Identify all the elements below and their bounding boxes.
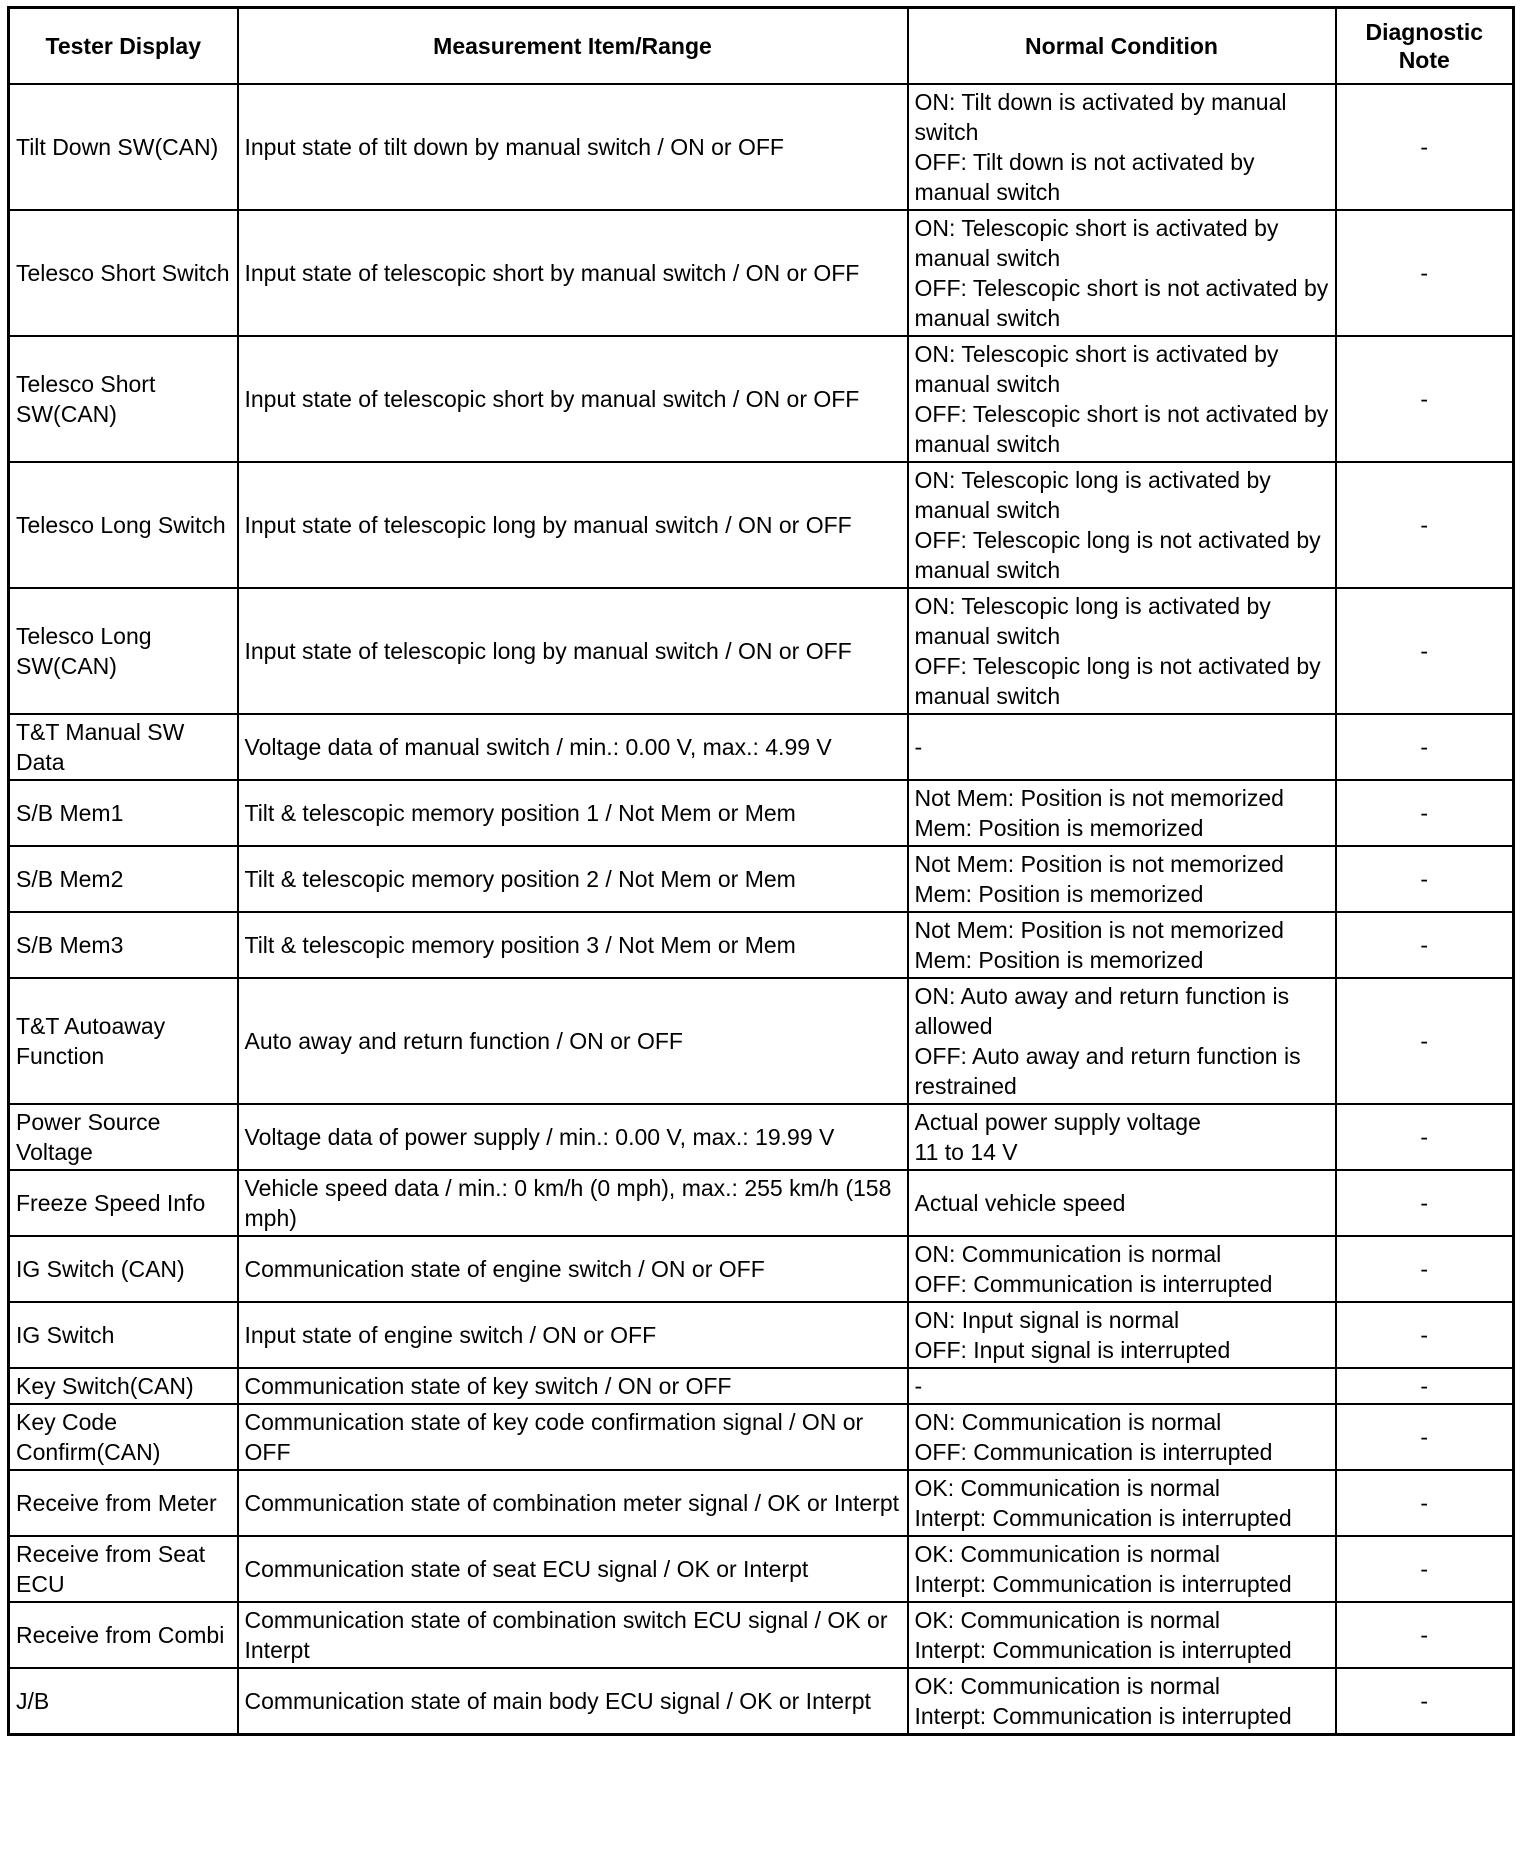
normal-condition-line: 11 to 14 V — [914, 1139, 1018, 1165]
tester-display-cell: T&T Autoaway Function — [9, 978, 238, 1104]
header-row — [9, 8, 1514, 85]
tester-display-cell: T&T Manual SW Data — [9, 714, 238, 780]
normal-condition-line: - — [914, 1373, 923, 1399]
tester-display-cell: Receive from Combi — [9, 1602, 238, 1668]
normal-condition-line: ON: Telescopic short is activated by manual switch — [914, 215, 1279, 271]
normal-condition-line: Not Mem: Position is not memorized — [914, 917, 1284, 943]
measurement-item-cell: Communication state of main body ECU signal / OK or Interpt — [238, 1668, 908, 1735]
measurement-item-cell: Input state of telescopic short by manual switch / ON or OFF — [238, 336, 908, 462]
diagnostic-note-cell: - — [1336, 1404, 1514, 1470]
tester-display-cell: Key Switch(CAN) — [9, 1368, 238, 1404]
tester-display-cell: Receive from Seat ECU — [9, 1536, 238, 1602]
diagnostic-note-cell: - — [1336, 978, 1514, 1104]
normal-condition-cell — [908, 84, 1336, 210]
normal-condition-cell — [908, 1404, 1336, 1470]
measurement-item-cell: Communication state of seat ECU signal / OK or Interpt — [238, 1536, 908, 1602]
normal-condition-line: ON: Telescopic long is activated by manual switch — [914, 593, 1271, 649]
normal-condition-line: OFF: Tilt down is not activated by manual switch — [914, 149, 1255, 205]
table-row — [9, 714, 1514, 780]
normal-condition-cell — [908, 1104, 1336, 1170]
normal-condition-cell — [908, 462, 1336, 588]
normal-condition-line: Interpt: Communication is interrupted — [914, 1571, 1292, 1597]
normal-condition-line: OFF: Auto away and return function is restrained — [914, 1043, 1301, 1099]
diagnostic-note-cell: - — [1336, 1470, 1514, 1536]
normal-condition-cell — [908, 1368, 1336, 1404]
tester-display-cell: Key Code Confirm(CAN) — [9, 1404, 238, 1470]
normal-condition-line: Not Mem: Position is not memorized — [914, 851, 1284, 877]
tester-display-cell: S/B Mem3 — [9, 912, 238, 978]
normal-condition-cell — [908, 846, 1336, 912]
tester-display-cell: S/B Mem1 — [9, 780, 238, 846]
diagnostic-note-cell: - — [1336, 84, 1514, 210]
table-row — [9, 1368, 1514, 1404]
diagnostic-note-cell: - — [1336, 1668, 1514, 1735]
table-row — [9, 1668, 1514, 1735]
table-row — [9, 1302, 1514, 1368]
table-row — [9, 210, 1514, 336]
normal-condition-line: OFF: Telescopic short is not activated by manual switch — [914, 401, 1329, 457]
normal-condition-line: OK: Communication is normal — [914, 1607, 1220, 1633]
normal-condition-cell — [908, 1668, 1336, 1735]
measurement-item-cell: Tilt & telescopic memory position 3 / Not Mem or Mem — [238, 912, 908, 978]
normal-condition-line: ON: Communication is normal — [914, 1409, 1222, 1435]
table-row — [9, 336, 1514, 462]
normal-condition-line: OFF: Telescopic long is not activated by manual switch — [914, 653, 1321, 709]
header-tester-display: Tester Display — [9, 8, 238, 85]
diagnostic-note-cell: - — [1336, 210, 1514, 336]
diagnostic-note-cell: - — [1336, 714, 1514, 780]
table-row — [9, 846, 1514, 912]
normal-condition-line: Interpt: Communication is interrupted — [914, 1505, 1292, 1531]
table-header — [9, 8, 1514, 85]
normal-condition-cell — [908, 210, 1336, 336]
diagnostic-note-cell: - — [1336, 846, 1514, 912]
table-row — [9, 1602, 1514, 1668]
table-body — [9, 84, 1514, 1735]
tester-display-cell: Freeze Speed Info — [9, 1170, 238, 1236]
diagnostic-note-cell: - — [1336, 1536, 1514, 1602]
normal-condition-line: OK: Communication is normal — [914, 1475, 1220, 1501]
table-row — [9, 1104, 1514, 1170]
measurement-item-cell: Communication state of engine switch / ON or OFF — [238, 1236, 908, 1302]
measurement-item-cell: Input state of telescopic short by manual switch / ON or OFF — [238, 210, 908, 336]
normal-condition-line: ON: Tilt down is activated by manual switch — [914, 89, 1287, 145]
tester-display-cell: Telesco Short Switch — [9, 210, 238, 336]
normal-condition-cell — [908, 714, 1336, 780]
normal-condition-line: Interpt: Communication is interrupted — [914, 1637, 1292, 1663]
measurement-item-cell: Input state of tilt down by manual switch / ON or OFF — [238, 84, 908, 210]
tester-display-cell: S/B Mem2 — [9, 846, 238, 912]
diagnostic-note-cell: - — [1336, 1602, 1514, 1668]
normal-condition-line: Actual vehicle speed — [914, 1190, 1126, 1216]
normal-condition-cell — [908, 1236, 1336, 1302]
diagnostic-data-table — [7, 6, 1515, 1736]
diagnostic-note-cell: - — [1336, 462, 1514, 588]
measurement-item-cell: Input state of engine switch / ON or OFF — [238, 1302, 908, 1368]
tester-display-cell: Telesco Long SW(CAN) — [9, 588, 238, 714]
tester-display-cell: J/B — [9, 1668, 238, 1735]
header-measurement-item: Measurement Item/Range — [238, 8, 908, 85]
diagnostic-note-cell: - — [1336, 1170, 1514, 1236]
normal-condition-line: ON: Communication is normal — [914, 1241, 1222, 1267]
table-row — [9, 588, 1514, 714]
normal-condition-cell — [908, 912, 1336, 978]
normal-condition-line: OFF: Telescopic short is not activated by manual switch — [914, 275, 1329, 331]
normal-condition-line: - — [914, 734, 923, 760]
measurement-item-cell: Tilt & telescopic memory position 1 / Not Mem or Mem — [238, 780, 908, 846]
diagnostic-note-cell: - — [1336, 1236, 1514, 1302]
measurement-item-cell: Input state of telescopic long by manual switch / ON or OFF — [238, 588, 908, 714]
normal-condition-line: ON: Telescopic short is activated by manual switch — [914, 341, 1279, 397]
diagnostic-note-cell: - — [1336, 780, 1514, 846]
diagnostic-note-cell: - — [1336, 336, 1514, 462]
header-normal-condition: Normal Condition — [908, 8, 1336, 85]
normal-condition-line: OK: Communication is normal — [914, 1673, 1220, 1699]
normal-condition-cell — [908, 978, 1336, 1104]
tester-display-cell: IG Switch (CAN) — [9, 1236, 238, 1302]
diagnostic-note-cell: - — [1336, 1368, 1514, 1404]
measurement-item-cell: Voltage data of manual switch / min.: 0.00 V, max.: 4.99 V — [238, 714, 908, 780]
table-row — [9, 1536, 1514, 1602]
table-row — [9, 1170, 1514, 1236]
normal-condition-line: OFF: Telescopic long is not activated by manual switch — [914, 527, 1321, 583]
table-row — [9, 1236, 1514, 1302]
normal-condition-line: OFF: Communication is interrupted — [914, 1439, 1273, 1465]
measurement-item-cell: Communication state of combination switch ECU signal / OK or Interpt — [238, 1602, 908, 1668]
normal-condition-cell — [908, 1170, 1336, 1236]
normal-condition-cell — [908, 588, 1336, 714]
normal-condition-line: ON: Telescopic long is activated by manual switch — [914, 467, 1271, 523]
diagnostic-note-cell: - — [1336, 588, 1514, 714]
tester-display-cell: IG Switch — [9, 1302, 238, 1368]
table-row — [9, 912, 1514, 978]
normal-condition-cell — [908, 1536, 1336, 1602]
measurement-item-cell: Communication state of combination meter signal / OK or Interpt — [238, 1470, 908, 1536]
normal-condition-cell — [908, 1602, 1336, 1668]
normal-condition-cell — [908, 336, 1336, 462]
normal-condition-line: OFF: Communication is interrupted — [914, 1271, 1273, 1297]
diagnostic-note-cell: - — [1336, 1302, 1514, 1368]
diagnostic-note-cell: - — [1336, 1104, 1514, 1170]
measurement-item-cell: Communication state of key code confirmation signal / ON or OFF — [238, 1404, 908, 1470]
normal-condition-line: Mem: Position is memorized — [914, 947, 1204, 973]
normal-condition-line: Mem: Position is memorized — [914, 815, 1204, 841]
tester-display-cell: Receive from Meter — [9, 1470, 238, 1536]
table-row — [9, 84, 1514, 210]
table-row — [9, 1404, 1514, 1470]
measurement-item-cell: Voltage data of power supply / min.: 0.00 V, max.: 19.99 V — [238, 1104, 908, 1170]
measurement-item-cell: Communication state of key switch / ON or OFF — [238, 1368, 908, 1404]
tester-display-cell: Telesco Short SW(CAN) — [9, 336, 238, 462]
tester-display-cell: Tilt Down SW(CAN) — [9, 84, 238, 210]
measurement-item-cell: Auto away and return function / ON or OFF — [238, 978, 908, 1104]
diagnostic-note-cell: - — [1336, 912, 1514, 978]
normal-condition-cell — [908, 780, 1336, 846]
table-row — [9, 462, 1514, 588]
tester-display-cell: Power Source Voltage — [9, 1104, 238, 1170]
tester-display-cell: Telesco Long Switch — [9, 462, 238, 588]
normal-condition-line: Mem: Position is memorized — [914, 881, 1204, 907]
normal-condition-line: ON: Auto away and return function is allowed — [914, 983, 1290, 1039]
normal-condition-line: OFF: Input signal is interrupted — [914, 1337, 1231, 1363]
normal-condition-line: OK: Communication is normal — [914, 1541, 1220, 1567]
normal-condition-line: Interpt: Communication is interrupted — [914, 1703, 1292, 1729]
normal-condition-line: Not Mem: Position is not memorized — [914, 785, 1284, 811]
measurement-item-cell: Input state of telescopic long by manual switch / ON or OFF — [238, 462, 908, 588]
measurement-item-cell: Tilt & telescopic memory position 2 / Not Mem or Mem — [238, 846, 908, 912]
measurement-item-cell: Vehicle speed data / min.: 0 km/h (0 mph), max.: 255 km/h (158 mph) — [238, 1170, 908, 1236]
normal-condition-cell — [908, 1302, 1336, 1368]
normal-condition-line: ON: Input signal is normal — [914, 1307, 1180, 1333]
normal-condition-cell — [908, 1470, 1336, 1536]
header-diagnostic-note: Diagnostic Note — [1336, 8, 1514, 85]
table-row — [9, 978, 1514, 1104]
table-row — [9, 1470, 1514, 1536]
normal-condition-line: Actual power supply voltage — [914, 1109, 1201, 1135]
table-row — [9, 780, 1514, 846]
